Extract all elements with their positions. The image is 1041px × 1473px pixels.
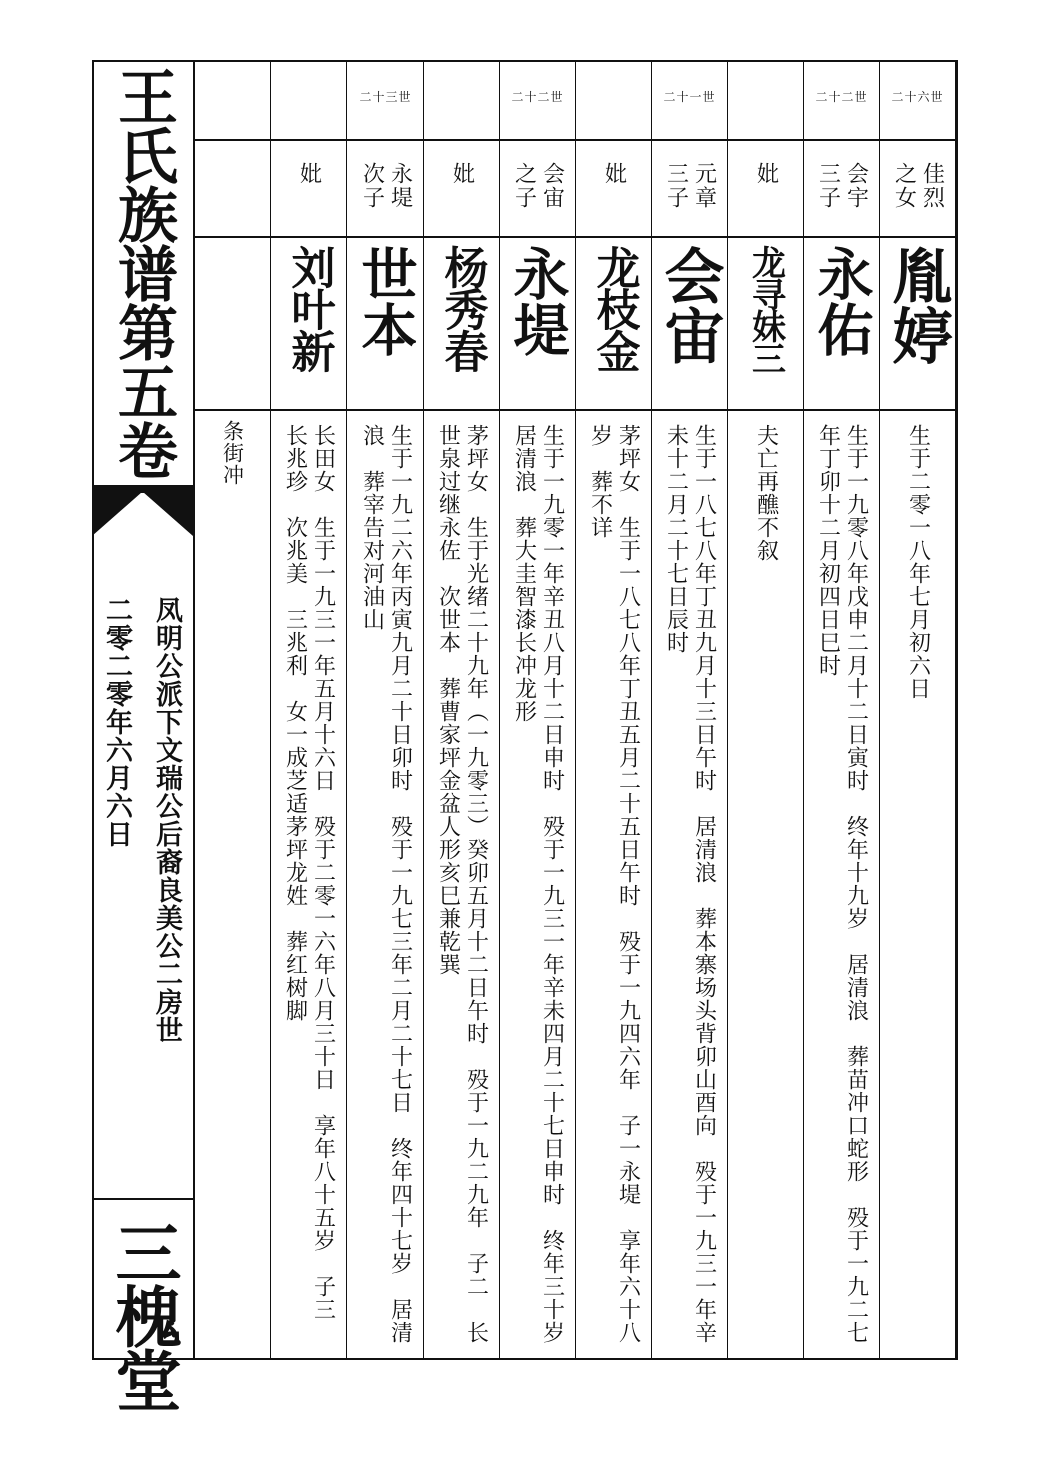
person-name: 龙寻妹三	[745, 245, 786, 373]
biography: 条街冲	[220, 420, 245, 486]
hall-name: 三槐堂	[104, 1219, 182, 1411]
person-name: 永堤	[504, 245, 571, 357]
lineage-subtitle: 凤明公派下文瑞公后裔良美公二房世	[151, 596, 182, 1044]
entry-column	[348, 60, 424, 1360]
person-name: 刘叶新	[283, 245, 335, 371]
book-title: 王氏族谱第五卷	[108, 66, 178, 479]
person-name: 胤婷	[882, 245, 953, 365]
person-name: 杨秀春	[436, 245, 488, 371]
biography: 茅坪女 生于光绪二十九年（一九零三）癸卯五月十二日午时 殁于一九二九年 子二 长世泉过继永佐 次世本 葬曹家坪金盆人形亥巳兼乾巽	[435, 424, 489, 1344]
relation-note: 妣	[296, 162, 322, 186]
entry-column	[576, 60, 652, 1360]
biography: 夫亡再醮不叙	[753, 424, 779, 562]
fishtail-mark	[92, 492, 193, 536]
biography: 生于一九零一年辛丑八月十二日申时 殁于一九三一年辛未四月二十七日申时 终年三十岁 居清浪 葬大圭智漆长冲龙形	[511, 424, 565, 1367]
entry-column	[728, 60, 804, 1360]
generation-label: 二十二世	[815, 90, 868, 104]
relation-note: 永堤次子	[359, 162, 413, 210]
compile-date: 二零二零年六月六日	[101, 596, 132, 848]
person-name: 世本	[352, 245, 419, 357]
biography: 生于一九二六年丙寅九月二十日卯时 殁于一九七三年二月二十七日 终年四十七岁 居清浪 葬宰告对河油山	[359, 424, 413, 1344]
person-name	[195, 245, 270, 405]
entry-column	[195, 60, 271, 1360]
generation-label: 二十二世	[511, 90, 564, 104]
entry-column	[880, 60, 956, 1360]
relation-note: 妣	[449, 162, 475, 186]
relation-note: 妣	[753, 162, 779, 186]
entry-column	[500, 60, 576, 1367]
title-panel	[92, 60, 195, 1411]
generation-label: 二十六世	[891, 90, 944, 104]
generation-label: 二十三世	[359, 90, 412, 104]
biography: 生于一九零八年戊申二月十二日寅时 终年十九岁 居清浪 葬苗冲口蛇形 殁于一九二七年丁卯十二月初四日巳时	[815, 424, 869, 1344]
relation-note: 妣	[601, 162, 627, 186]
person-name: 龙枝金	[588, 245, 640, 371]
person-name: 永佑	[808, 245, 875, 357]
relation-note: 会宙之子	[511, 162, 565, 210]
relation-note: 会宇三子	[815, 162, 869, 210]
generation-label: 二十一世	[663, 90, 716, 104]
person-name: 会宙	[654, 245, 725, 365]
entry-column	[804, 60, 880, 1360]
biography: 生于二零一八年七月初六日	[905, 424, 931, 700]
biography: 生于一八七八年丁丑九月十三日午时 居清浪 葬本寨场头背卯山酉向 殁于一九三一年辛未十二月二十七日辰时	[663, 424, 717, 1344]
entry-column	[271, 60, 347, 1360]
biography: 茅坪女 生于一八七八年丁丑五月二十五日午时 殁于一九四六年 子一永堤 享年六十八岁 葬不详	[587, 424, 641, 1344]
relation-note: 元章三子	[663, 162, 717, 210]
entry-column	[424, 60, 500, 1360]
relation-note	[195, 156, 270, 232]
title-divider	[92, 1198, 193, 1200]
relation-note: 佳烈之女	[891, 162, 945, 210]
entry-column	[652, 60, 728, 1360]
biography: 长田女 生于一九三一年五月十六日 殁于二零一六年八月三十日 享年八十五岁 子三 长兆珍 次兆美 三兆利 女一成芝适茅坪龙姓 葬红树脚	[282, 424, 336, 1344]
